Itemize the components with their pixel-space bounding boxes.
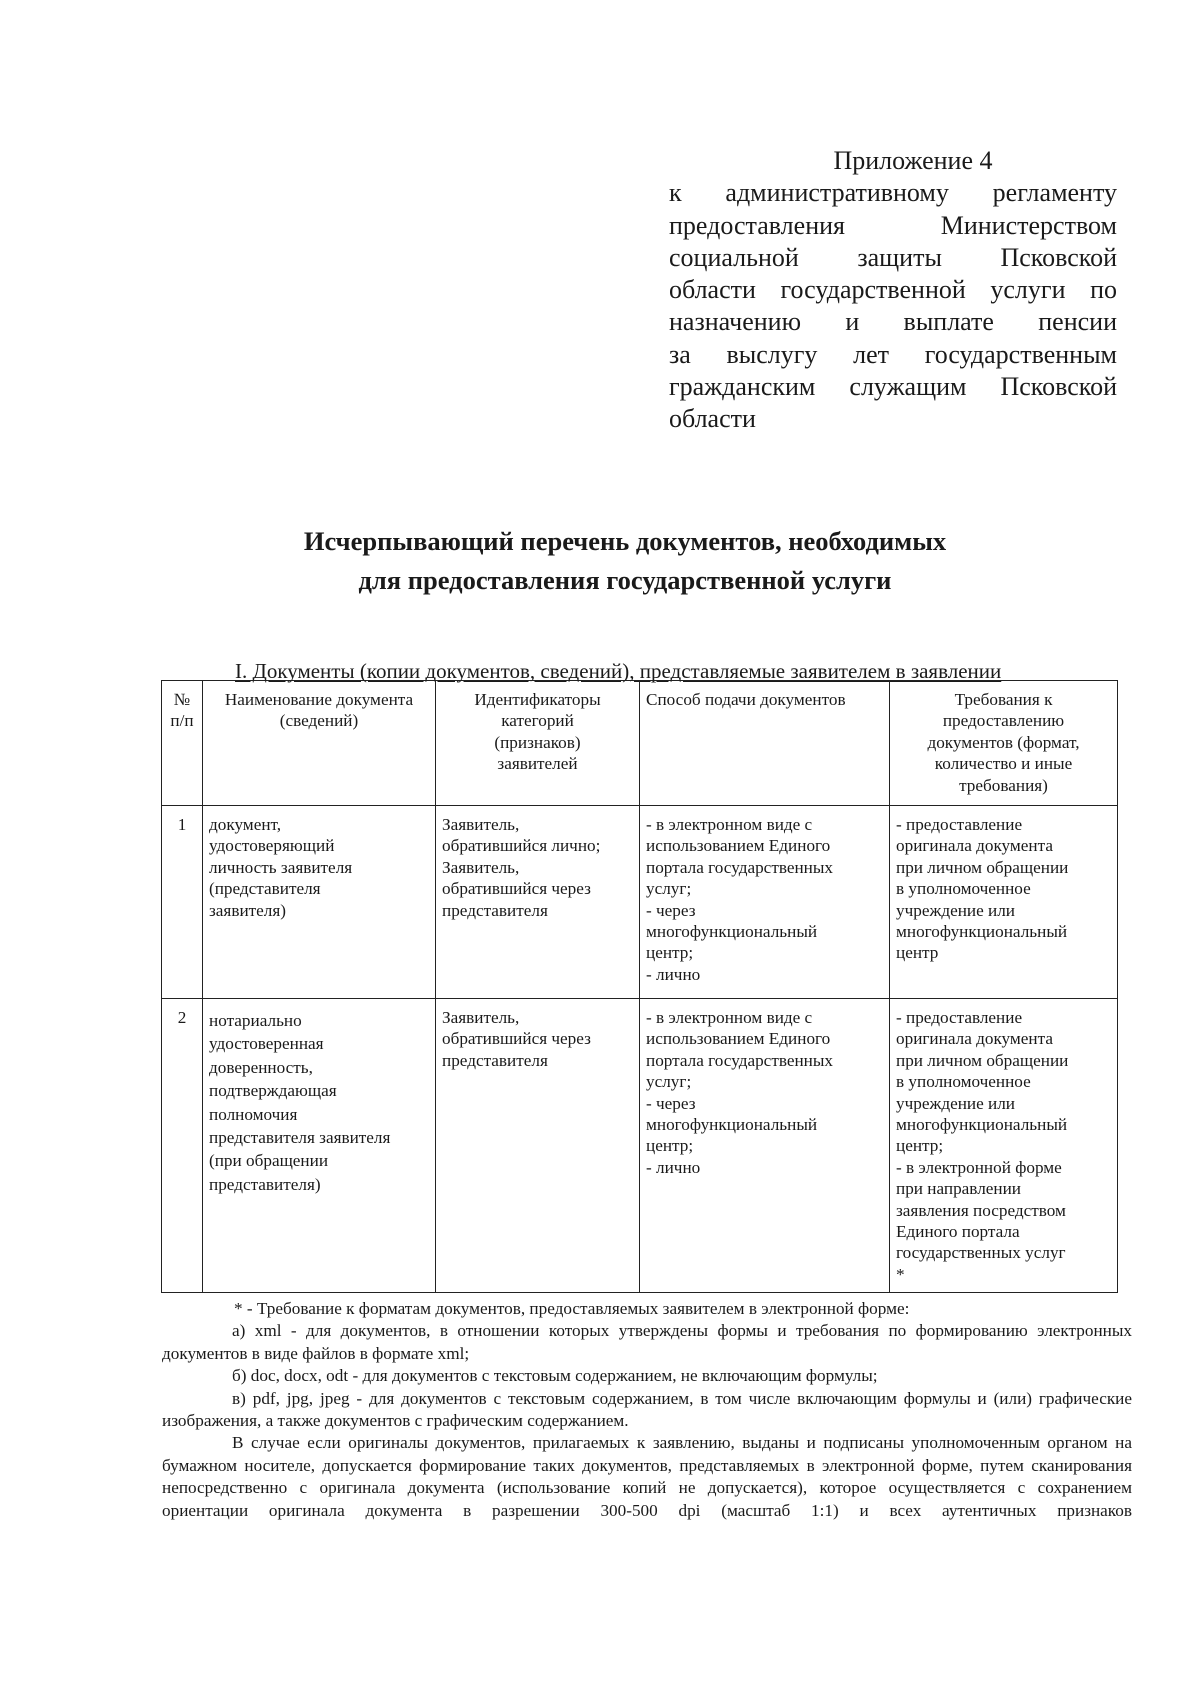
format-item-a: а) xml - для документов, в отношении которых утверждены формы и требования по формированию электронных документов в виде файлов в формате xml; [162, 1321, 1132, 1363]
appendix-line: к административному регламенту [669, 178, 1117, 208]
appendix-line: назначению и выплате пенсии [669, 307, 1117, 337]
format-item-b: б) doc, docx, odt - для документов с текстовым содержанием, не включающим формулы; [232, 1366, 878, 1386]
header-number: № п/п [162, 681, 203, 806]
appendix-line: за выслугу лет государственным [669, 339, 1117, 369]
footnote: * - Требование к форматам документов, предоставляемых заявителем в электронной форме: [234, 1299, 910, 1318]
row-categories: Заявитель, обратившийся через представителя [436, 999, 640, 1293]
row-requirements: - предоставление оригинала документа при личном обращении в уполномоченное учреждение или многофункциональный центр [890, 806, 1118, 999]
heading-line-1: Исчерпывающий перечень документов, необходимых [303, 526, 947, 556]
row-document-name: документ, удостоверяющий личность заявителя (представителя заявителя) [203, 806, 436, 999]
header-document-name: Наименование документа (сведений) [203, 681, 436, 806]
documents-table [161, 680, 1118, 1293]
appendix-number: Приложение 4 [833, 146, 993, 175]
header-requirements: Требования к предоставлению документов (формат, количество и иные требования) [890, 681, 1118, 806]
header-categories: Идентификаторы категорий (признаков) заявителей [436, 681, 640, 806]
heading-line-2: для предоставления государственной услуги [358, 565, 892, 595]
appendix-line: области [669, 404, 756, 434]
table-header-row [162, 681, 1118, 806]
row-document-name: нотариально удостоверенная доверенность, подтверждающая полномочия представителя заявителя (при обращении представителя) [203, 999, 436, 1293]
header-method: Способ подачи документов [640, 681, 890, 806]
row-requirements: - предоставление оригинала документа при личном обращении в уполномоченное учреждение или многофункциональный центр; - в электронной форме при направлении заявления посредством Единого портала государственных услуг * [890, 999, 1118, 1293]
appendix-line: области государственной услуги по [669, 275, 1117, 305]
appendix-line: гражданским служащим Псковской [669, 372, 1117, 402]
document-heading [160, 522, 1090, 600]
format-item-c: в) pdf, jpg, jpeg - для документов с текстовым содержанием, в том числе включающим формулы и (или) графические изображения, а также документов с графическим содержанием. [162, 1388, 1132, 1431]
appendix-line: социальной защиты Псковской [669, 242, 1117, 272]
appendix-block [669, 145, 1117, 436]
row-method: - в электронном виде с использованием Единого портала государственных услуг; - через многофункциональный центр; - лично [640, 999, 890, 1293]
scan-paragraph: В случае если оригиналы документов, прилагаемых к заявлению, выданы и подписаны уполномоченным органом на бумажном носителе, допускается формирование таких документов, представляемых в электронной форме, путем сканирования непосредственно с оригинала документа (использование копий не допускается), которое осуществляется с сохранением ориентации оригинала документа в разрешении 300-500 dpi (масштаб 1:1) и всех аутентичных признаков [162, 1433, 1132, 1520]
row-number: 1 [162, 806, 203, 999]
appendix-line: предоставления Министерством [669, 210, 1117, 240]
table-row [162, 999, 1118, 1293]
row-method: - в электронном виде с использованием Единого портала государственных услуг; - через многофункциональный центр; - лично [640, 806, 890, 999]
section-title: I. Документы (копии документов, сведений), представляемые заявителем в заявлении [235, 659, 1002, 683]
row-categories: Заявитель, обратившийся лично; Заявитель, обратившийся через представителя [436, 806, 640, 999]
notes-block [162, 1298, 1132, 1522]
table-row [162, 806, 1118, 999]
row-number: 2 [162, 999, 203, 1293]
